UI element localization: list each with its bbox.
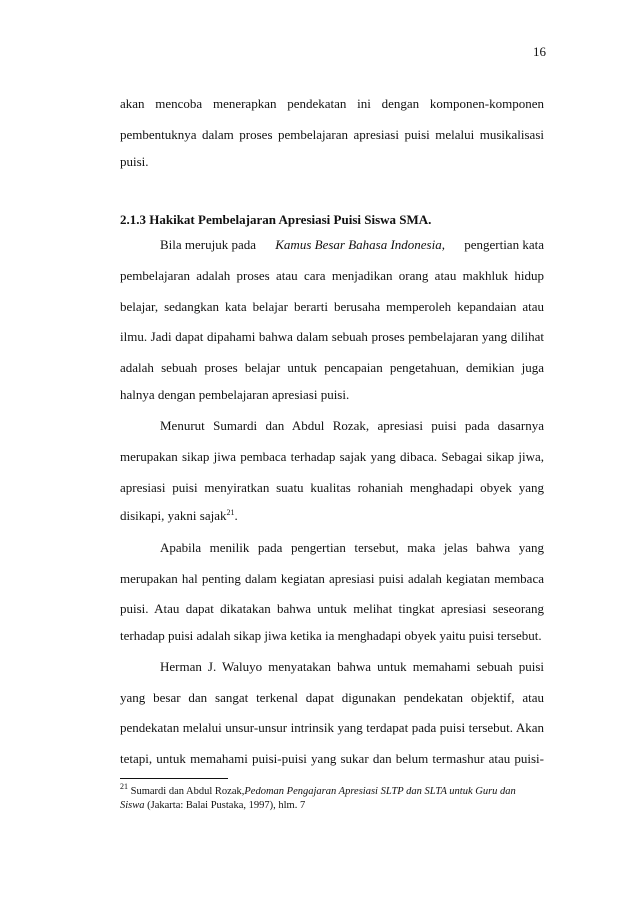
body-line: adalah sebuah proses belajar untuk pencapaian pengetahuan, demikian juga bbox=[120, 360, 544, 375]
body-line: Herman J. Waluyo menyatakan bahwa untuk memahami sebuah puisi bbox=[160, 659, 544, 674]
body-text: . bbox=[234, 508, 238, 523]
footnote-line bbox=[120, 782, 516, 798]
footnote-title: Pedoman Pengajaran Apresiasi SLTP dan SLTA untuk Guru dan bbox=[244, 786, 516, 797]
body-line: terhadap puisi adalah sikap jiwa ketika ia menghadapi obyek yaitu puisi tersebut. bbox=[120, 628, 542, 643]
body-line: yang besar dan sangat terkenal dapat digunakan pendekatan objektif, atau bbox=[120, 690, 544, 705]
body-line: belajar, sedangkan kata belajar berarti berusaha memperoleh kepandaian atau bbox=[120, 299, 544, 314]
footnote-mark: 21 bbox=[120, 782, 128, 791]
body-line: pembentuknya dalam proses pembelajaran apresiasi puisi melalui musikalisasi bbox=[120, 127, 544, 142]
section-heading: 2.1.3 Hakikat Pembelajaran Apresiasi Puisi Siswa SMA. bbox=[120, 212, 432, 227]
footnote-text: Sumardi dan Abdul Rozak, bbox=[128, 786, 245, 797]
body-line: halnya dengan pembelajaran apresiasi puisi. bbox=[120, 387, 350, 402]
body-line: merupakan hal penting dalam kegiatan apresiasi puisi adalah kegiatan membaca bbox=[120, 571, 544, 586]
footnote-text: (Jakarta: Balai Pustaka, 1997), hlm. 7 bbox=[144, 800, 306, 811]
body-line bbox=[120, 508, 544, 524]
body-line: apresiasi puisi menyiratkan suatu kualitas rohaniah menghadapi obyek yang bbox=[120, 480, 544, 495]
body-line: pendekatan melalui unsur-unsur intrinsik yang terdapat pada puisi tersebut. Akan bbox=[120, 720, 544, 735]
body-line: Menurut Sumardi dan Abdul Rozak, apresiasi puisi pada dasarnya bbox=[160, 418, 544, 433]
body-text: disikapi, yakni sajak bbox=[120, 508, 227, 523]
footnote-title: Siswa bbox=[120, 800, 145, 811]
body-line: ilmu. Jadi dapat dipahami bahwa dalam sebuah proses pembelajaran yang dilihat bbox=[120, 329, 544, 344]
body-line: akan mencoba menerapkan pendekatan ini dengan komponen-komponen bbox=[120, 96, 544, 111]
footnote-reference: 21 bbox=[226, 508, 235, 517]
body-text: Bila merujuk pada bbox=[160, 237, 257, 252]
body-line: puisi. Atau dapat dikatakan bahwa untuk melihat tingkat apresiasi seseorang bbox=[120, 601, 544, 616]
body-text: pengertian kata bbox=[464, 237, 544, 252]
footnote-rule bbox=[120, 778, 228, 779]
body-line: puisi. bbox=[120, 154, 149, 169]
body-line: merupakan sikap jiwa pembaca terhadap sajak yang dibaca. Sebagai sikap jiwa, bbox=[120, 449, 544, 464]
body-line: Apabila menilik pada pengertian tersebut, maka jelas bahwa yang bbox=[160, 540, 544, 555]
footnote-line bbox=[120, 799, 305, 812]
body-line bbox=[120, 237, 544, 253]
body-line: pembelajaran adalah proses atau cara menjadikan orang atau makhluk hidup bbox=[120, 268, 544, 283]
page-number: 16 bbox=[533, 44, 546, 59]
body-line: tetapi, untuk memahami puisi-puisi yang sukar dan belum termashur atau puisi- bbox=[120, 751, 544, 766]
book-title: Kamus Besar Bahasa Indonesia, bbox=[275, 237, 445, 252]
